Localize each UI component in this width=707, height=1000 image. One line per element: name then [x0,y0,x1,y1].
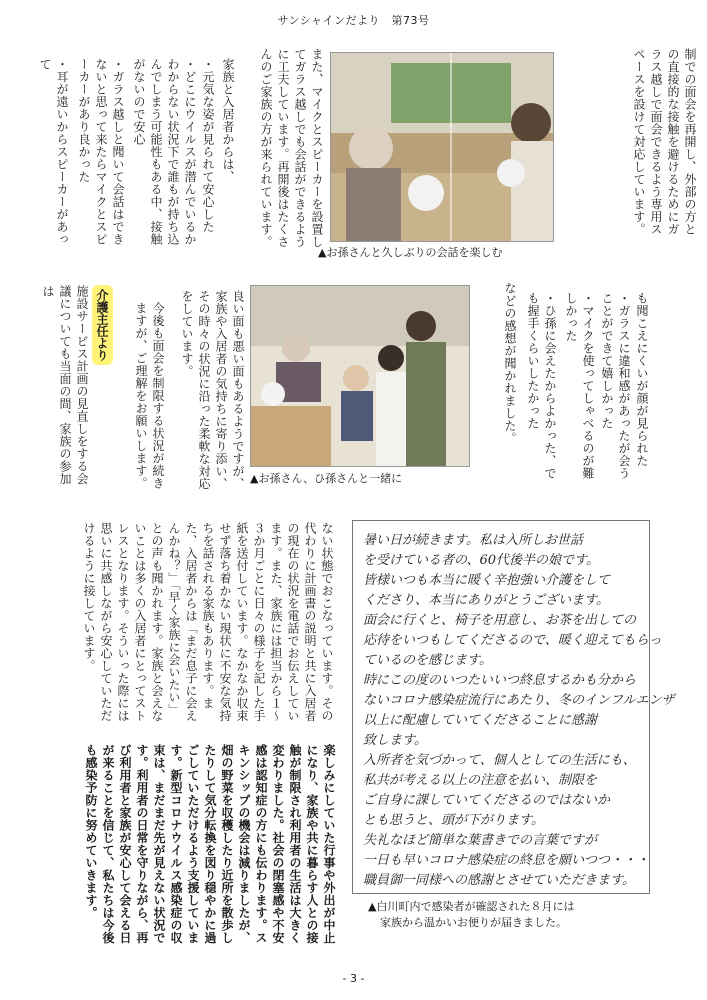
letter-line: 時にこの度のいつたいいつ終息するかも分から [363,673,637,688]
care-plan-text: 施設サービス計画の見直しをする会議についても当面の間、家族の参加は [41,285,89,485]
care-plan-continued-text: ない状態でおこなっています。その代わりに計画書の説明と共に入居者の現在の状況を電話でお伝えしています。また、家族には担当から１～３か月ごとに日々の様子を記した手紙を送付しています。なかなか収束せず落ち着かない現状に不安な気持ちを話される家族もあります。また、入居者からは「まだ息子に会えんかね？」「早く家族に会いたい」との声も聞かれます。家族と会えないことは多くの入居者にとってストレスとなります。そういった際には思いに共感しながら安心していただけるように接しています。 [82,522,334,722]
photo1-caption: ▲お孫さんと久しぶりの会話を楽しむ [318,246,503,259]
letter-line: 面会に行くと、椅子を用意し、お茶を出しての [363,613,637,628]
letter-line: ているのを感じます。 [363,653,492,668]
feedback-closing: などの感想が聞かれました。 [503,282,517,445]
intro-continued-text: また、マイクとスピーカーを設置してガラス越しでも会話ができるように工夫しています。再開後はたくさんのご家族の方が来られています。 [259,48,324,248]
photo-grandchild-conversation [330,52,554,242]
photo-family-together [250,285,470,467]
feedback-continued-3: ・マイクを使ってしゃべるのが難しかった [564,292,595,480]
letter-line: を受けている者の、60代後半の娘です。 [363,553,599,568]
care-chief-badge: 介護主任より [92,285,113,365]
family-letter [352,520,675,894]
feedback-continued-4: ・ひ孫に会えたからよかった、でも握手くらいしたかった [526,292,557,480]
feedback-bullet-3: ・ガラス越しと聞いて会話はできないと思って来たらマイクとスピーカーがあり良かった [77,58,125,246]
summary-text: 良い面も悪い面もあるようですが、家族や入居者の気持ちに寄り添い、その時々の状況に沿った柔軟な対応をしています。 [180,290,245,490]
feedback-bullet-2: ・どこにウイルスが潜んでいるかわからない状況下で誰もが持ち込んでしまう可能性もある中、接触がないので安心 [132,58,197,246]
letter-line: ないコロナ感染症流行にあたり、冬のインフルエンザ [363,693,675,708]
feedback-bullet-4: ・耳が遠いからスピーカーがあって [38,58,69,246]
letter-line: 暑い日が続きます。私は入所しお世話 [363,533,583,548]
letter-line: 入所者を気づかって、個人としての生活にも、 [363,753,636,768]
intro-text: 制での面会を再開し、外部の方との直接的な接触を避けるためにガラス越しで面会できるよう専用スペースを設けて対応しています。 [632,48,697,236]
feedback-intro: 家族と入居者からは、 [221,58,235,183]
letter-line: とも思うと、頭が下がります。 [363,813,544,828]
letter-caption-line1: ▲白川町内で感染者が確認された８月には [368,900,575,913]
letter-line: 職員御一同様への感謝とさせていただきます。 [363,873,635,888]
feedback-continued-2: ・ガラスに違和感があったが会うことができて嬉しかった [600,292,631,480]
letter-line: 皆様いつも本当に暖く辛抱強い介護をして [363,573,611,588]
letter-line: 以上に配慮していてくださることに感謝 [363,713,598,728]
letter-line: くださり、本当にありがとうございます。 [363,593,609,608]
letter-line: 一日も早いコロナ感染症の終息を願いつつ・・・ [363,853,650,868]
letter-caption-line2: 家族から温かいお便りが届きました。 [380,916,567,929]
letter-line: 私共が考える以上の注意を払い、制限を [363,773,598,788]
letter-line: ご自身に課していてくださるのではないか [363,793,611,808]
feedback-bullet-1: ・元気な姿が見られて安心した [201,58,215,233]
letter-line: 致します。 [363,733,427,748]
request-text: 今後も面会を制限する状況が続きますが、ご理解をお願いします。 [134,302,165,490]
page-number: - 3 - [342,972,365,985]
letter-line: 失礼なほど簡単な葉書きでの言葉ですが [363,833,598,848]
photo2-caption: ▲お孫さん、ひ孫さんと一緒に [250,472,403,485]
feedback-continued-1: も聞こえにくいが顔が見られた [635,292,649,467]
closing-message-text: 楽しみにしていた行事や外出が中止になり、家族や共に暮らす人との接触が制限され利用者の生活は大きく変わりました。社会の閉塞感や不安感は認知症の方にも伝わります。スキンシップの機会は減りましたが、畑の野菜を収穫したり近所を散歩したりして気分転換を図り穏やかに過ごしていただけるよう支援しています。新型コロナウイルス感染症の収束は、まだまだ先が見えない状況です。利用者の日常を守りながら、再び利用者と家族が安心して会える日が来ることを信じて、私たちは今後も感染予防に努めていきます。 [84,744,336,944]
newsletter-title: サンシャインだより 第73号 [277,14,430,27]
letter-line: 応待をいつもしてくださるので、暖く迎えてもらっ [363,633,662,648]
